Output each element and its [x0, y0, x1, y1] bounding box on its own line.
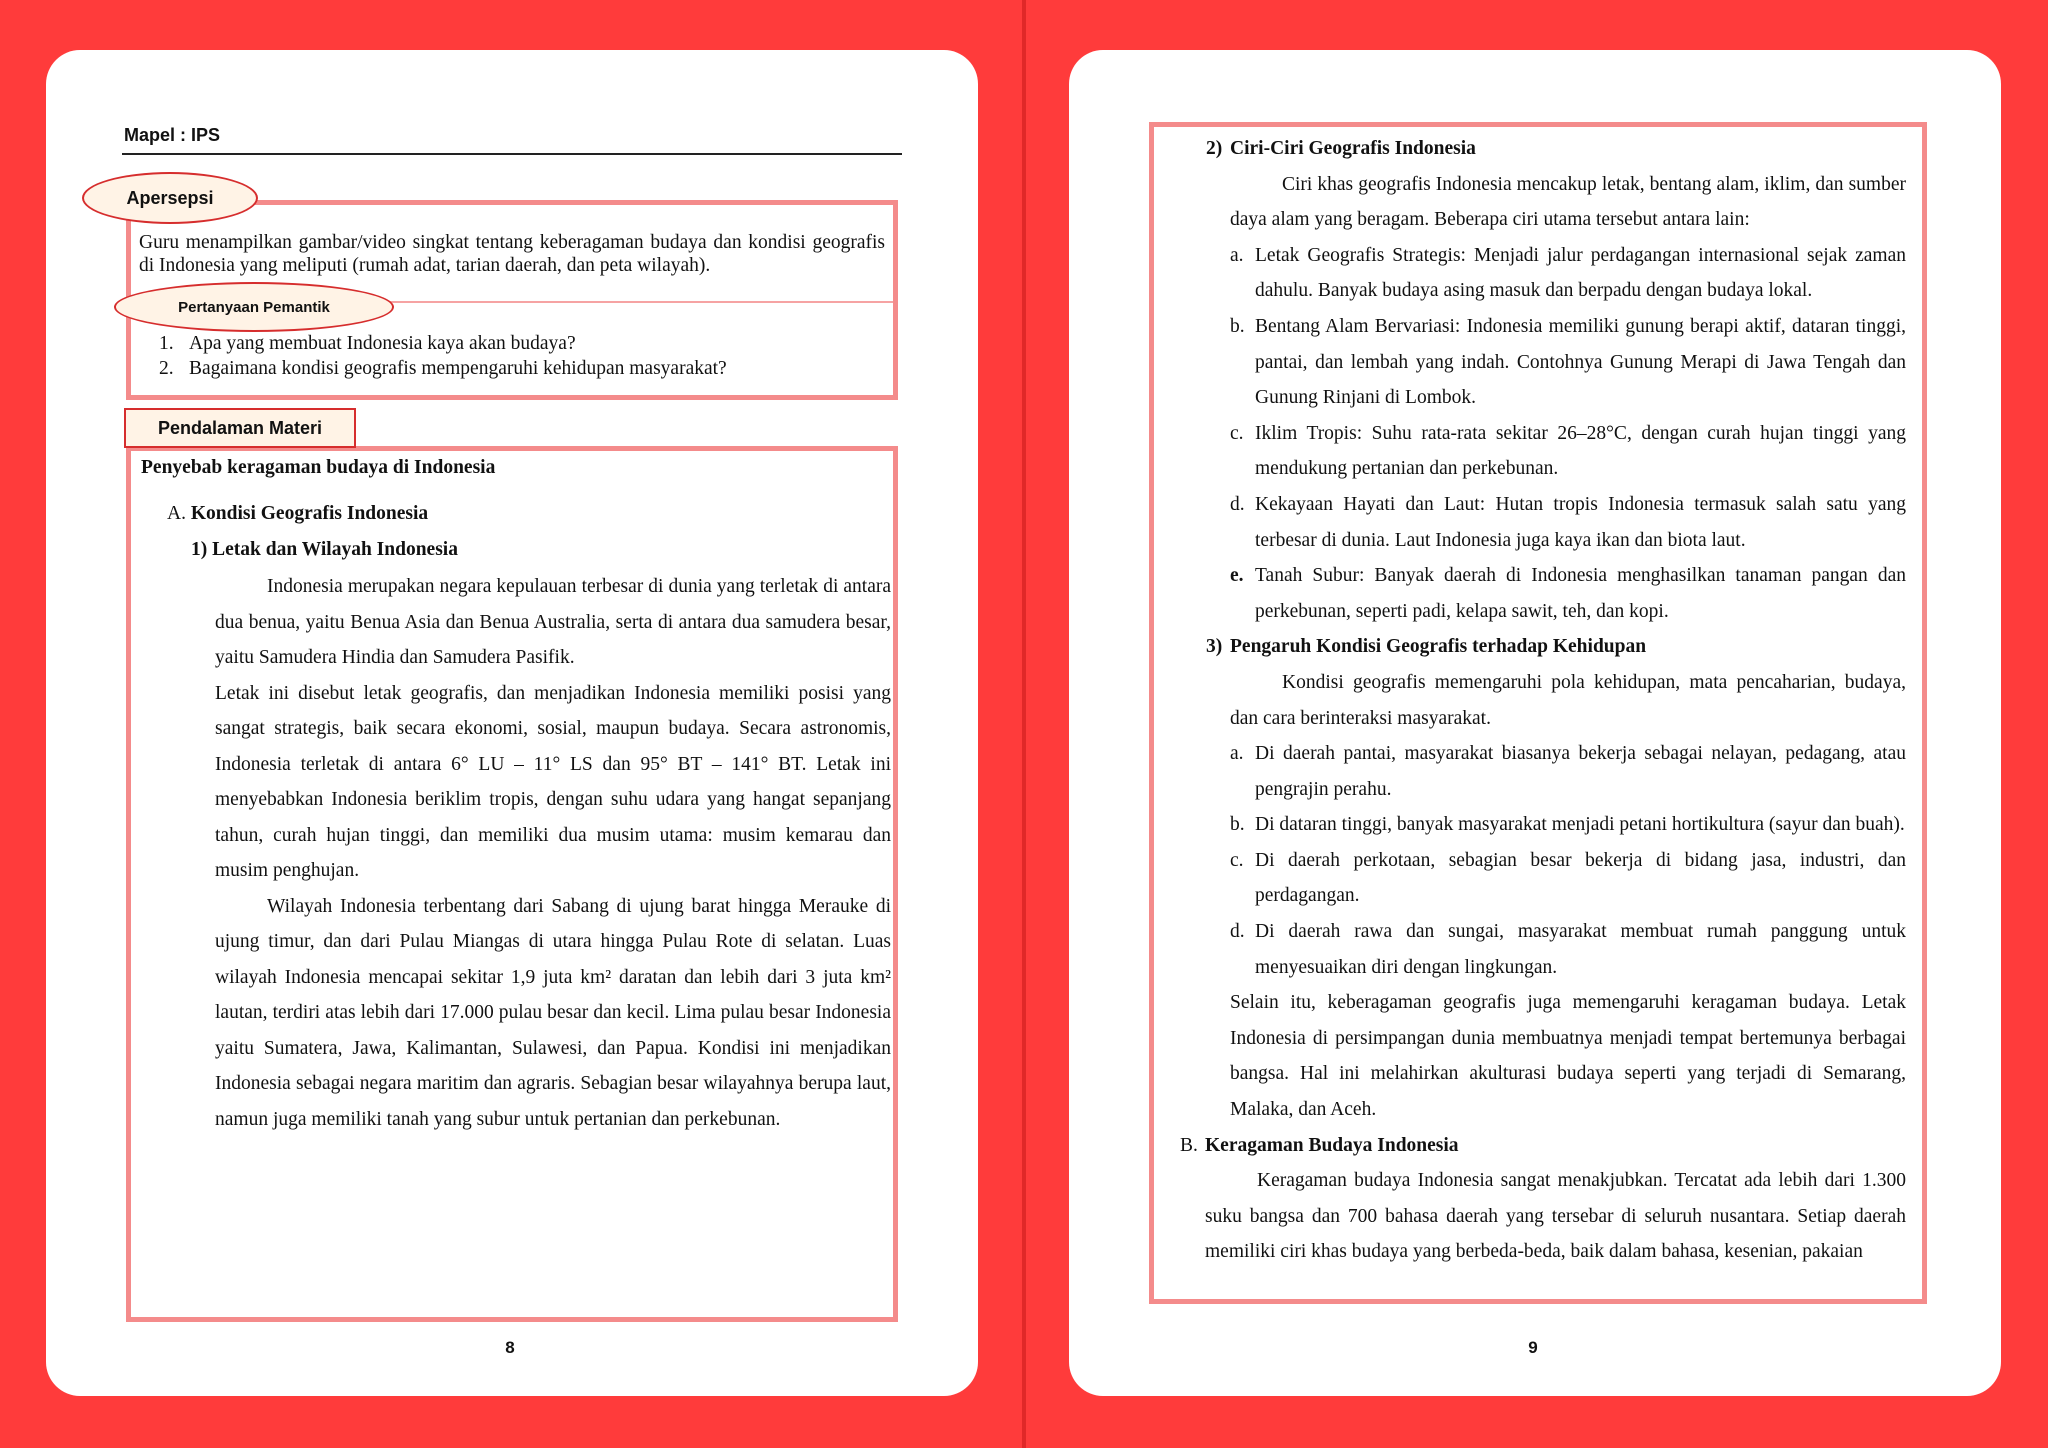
list-item	[1230, 238, 1906, 309]
list-text: Di dataran tinggi, banyak masyarakat menjadi petani hortikultura (sayur dan buah).	[1255, 814, 1905, 836]
spread-divider	[1022, 0, 1026, 1448]
subject-header: Mapel : IPS	[124, 125, 221, 145]
question-number: 1.	[159, 333, 174, 354]
list-item	[1230, 807, 1906, 843]
page-left	[46, 50, 978, 1396]
section-a-title: Kondisi Geografis Indonesia	[190, 503, 429, 524]
list-marker: c.	[1230, 422, 1244, 444]
section-b-title: Keragaman Budaya Indonesia	[1205, 1134, 1459, 1156]
list-marker: d.	[1230, 921, 1245, 943]
paragraph: Selain itu, keberagaman geografis juga memengaruhi keragaman budaya. Letak Indonesia di persimpangan dunia membuatnya menjadi tempat bertemunya berbagai bangsa. Hal ini melahirkan akulturasi budaya seperti yang terjadi di Semarang, Malaka, dan Aceh.	[1230, 992, 1906, 1121]
subsection-1-heading: 1) Letak dan Wilayah Indonesia	[191, 539, 458, 560]
paragraph: Letak ini disebut letak geografis, dan menjadikan Indonesia memiliki posisi yang sangat strategis, baik secara ekonomi, sosial, maupun budaya. Secara astronomis, Indonesia terletak di antara 6° LU – 11° LS dan 95° BT – 141° BT. Letak ini menyebabkan Indonesia beriklim tropis, dengan suhu udara yang hangat sepanjang tahun, curah hujan tinggi, dan memiliki dua musim utama: musim kemarau dan musim penghujan.	[215, 682, 891, 881]
list-marker: c.	[1230, 849, 1244, 871]
question-text: Apa yang membuat Indonesia kaya akan budaya?	[189, 333, 576, 354]
question-item	[159, 356, 727, 381]
list-text: Tanah Subur: Banyak daerah di Indonesia menghasilkan tanaman pangan dan perkebunan, seperti padi, kelapa sawit, teh, dan kopi.	[1255, 565, 1906, 622]
subsection-number: 3)	[1206, 636, 1223, 658]
page-right	[1069, 50, 2001, 1396]
list-marker: a.	[1230, 244, 1244, 266]
list-marker: e.	[1230, 565, 1244, 587]
right-content	[1180, 131, 1906, 1270]
section-a-prefix: A.	[167, 503, 186, 524]
subsection-2-heading	[1206, 131, 1906, 167]
list-item	[1230, 558, 1906, 629]
question-list	[159, 331, 727, 381]
page-number: 8	[505, 1338, 515, 1357]
subsection-1-body	[215, 569, 891, 1137]
paragraph: Keragaman budaya Indonesia sangat menakjubkan. Tercatat ada lebih dari 1.300 suku bangsa dan 700 bahasa daerah yang tersebar di seluruh nusantara. Setiap daerah memiliki ciri khas budaya yang berbeda-beda, baik dalam bahasa, kesenian, pakaian	[1205, 1170, 1906, 1263]
apersepsi-text: Guru menampilkan gambar/video singkat tentang keberagaman budaya dan kondisi geografis di Indonesia yang meliputi (rumah adat, tarian daerah, dan peta wilayah).	[139, 232, 885, 276]
section-b-heading	[1180, 1128, 1906, 1164]
paragraph: Ciri khas geografis Indonesia mencakup letak, bentang alam, iklim, dan sumber daya alam yang beragam. Beberapa ciri utama tersebut antara lain:	[1230, 173, 1906, 231]
list-text: Letak Geografis Strategis: Menjadi jalur perdagangan internasional sejak zaman dahulu. Banyak budaya asing masuk dan berpadu dengan budaya lokal.	[1255, 244, 1906, 302]
section-b-prefix: B.	[1180, 1134, 1198, 1156]
list-item	[1230, 309, 1906, 416]
list-text: Kekayaan Hayati dan Laut: Hutan tropis Indonesia termasuk salah satu yang terbesar di dunia. Laut Indonesia juga kaya ikan dan biota laut.	[1255, 493, 1906, 551]
list-item	[1230, 416, 1906, 487]
list-item	[1230, 914, 1906, 985]
subsection-title: Pengaruh Kondisi Geografis terhadap Kehidupan	[1230, 636, 1647, 658]
materi-box-continued	[1149, 122, 1927, 1304]
list-item	[1230, 843, 1906, 914]
question-number: 2.	[159, 358, 174, 379]
subsection-title: Ciri-Ciri Geografis Indonesia	[1230, 138, 1476, 159]
section-a-heading	[167, 503, 428, 525]
list-item	[1230, 736, 1906, 807]
list-marker: b.	[1230, 315, 1245, 337]
paragraph: Indonesia merupakan negara kepulauan terbesar di dunia yang terletak di antara dua benua, yaitu Benua Asia dan Benua Australia, serta di antara dua samudera besar, yaitu Samudera Hindia dan Samudera Pasifik.	[215, 576, 891, 668]
question-item	[159, 331, 727, 356]
materi-title: Penyebab keragaman budaya di Indonesia	[141, 457, 496, 478]
list-text: Di daerah perkotaan, sebagian besar bekerja di bidang jasa, industri, dan perdagangan.	[1255, 849, 1906, 907]
subsection-number: 2)	[1206, 138, 1223, 159]
materi-box	[126, 446, 898, 1322]
list-item	[1230, 487, 1906, 558]
page-number: 9	[1528, 1338, 1538, 1357]
list-marker: d.	[1230, 493, 1245, 515]
paragraph: Wilayah Indonesia terbentang dari Sabang di ujung barat hingga Merauke di ujung timur, dan dari Pulau Miangas di utara hingga Pulau Rote di selatan. Luas wilayah Indonesia mencapai sekitar 1,9 juta km² daratan dan lebih dari 3 juta km² lautan, terdiri atas lebih dari 17.000 pulau besar dan kecil. Lima pulau besar Indonesia yaitu Sumatera, Jawa, Kalimantan, Sulawesi, dan Papua. Kondisi ini menjadikan Indonesia sebagai negara maritim dan agraris. Sebagian besar wilayahnya berupa laut, namun juga memiliki tanah yang subur untuk pertanian dan perkebunan.	[215, 895, 891, 1130]
header-rule	[122, 153, 902, 155]
question-text: Bagaimana kondisi geografis mempengaruhi kehidupan masyarakat?	[189, 358, 727, 379]
list-marker: a.	[1230, 743, 1244, 765]
list-text: Iklim Tropis: Suhu rata-rata sekitar 26–28°C, dengan curah hujan tinggi yang mendukung pertanian dan perkebunan.	[1255, 422, 1906, 480]
pendalaman-label: Pendalaman Materi	[124, 408, 356, 448]
list-text: Di daerah pantai, masyarakat biasanya bekerja sebagai nelayan, pedagang, atau pengrajin perahu.	[1255, 743, 1906, 800]
apersepsi-label: Apersepsi	[82, 172, 258, 224]
list-text: Di daerah rawa dan sungai, masyarakat membuat rumah panggung untuk menyesuaikan diri dengan lingkungan.	[1255, 921, 1906, 978]
subsection-3-heading	[1206, 629, 1906, 665]
paragraph: Kondisi geografis memengaruhi pola kehidupan, mata pencaharian, budaya, dan cara berinteraksi masyarakat.	[1230, 671, 1906, 729]
list-marker: b.	[1230, 814, 1245, 836]
pemantik-label: Pertanyaan Pemantik	[114, 282, 394, 332]
list-text: Bentang Alam Bervariasi: Indonesia memiliki gunung berapi aktif, dataran tinggi, pantai, dan lembah yang indah. Contohnya Gunung Merapi di Jawa Tengah dan Gunung Rinjani di Lombok.	[1255, 315, 1906, 409]
